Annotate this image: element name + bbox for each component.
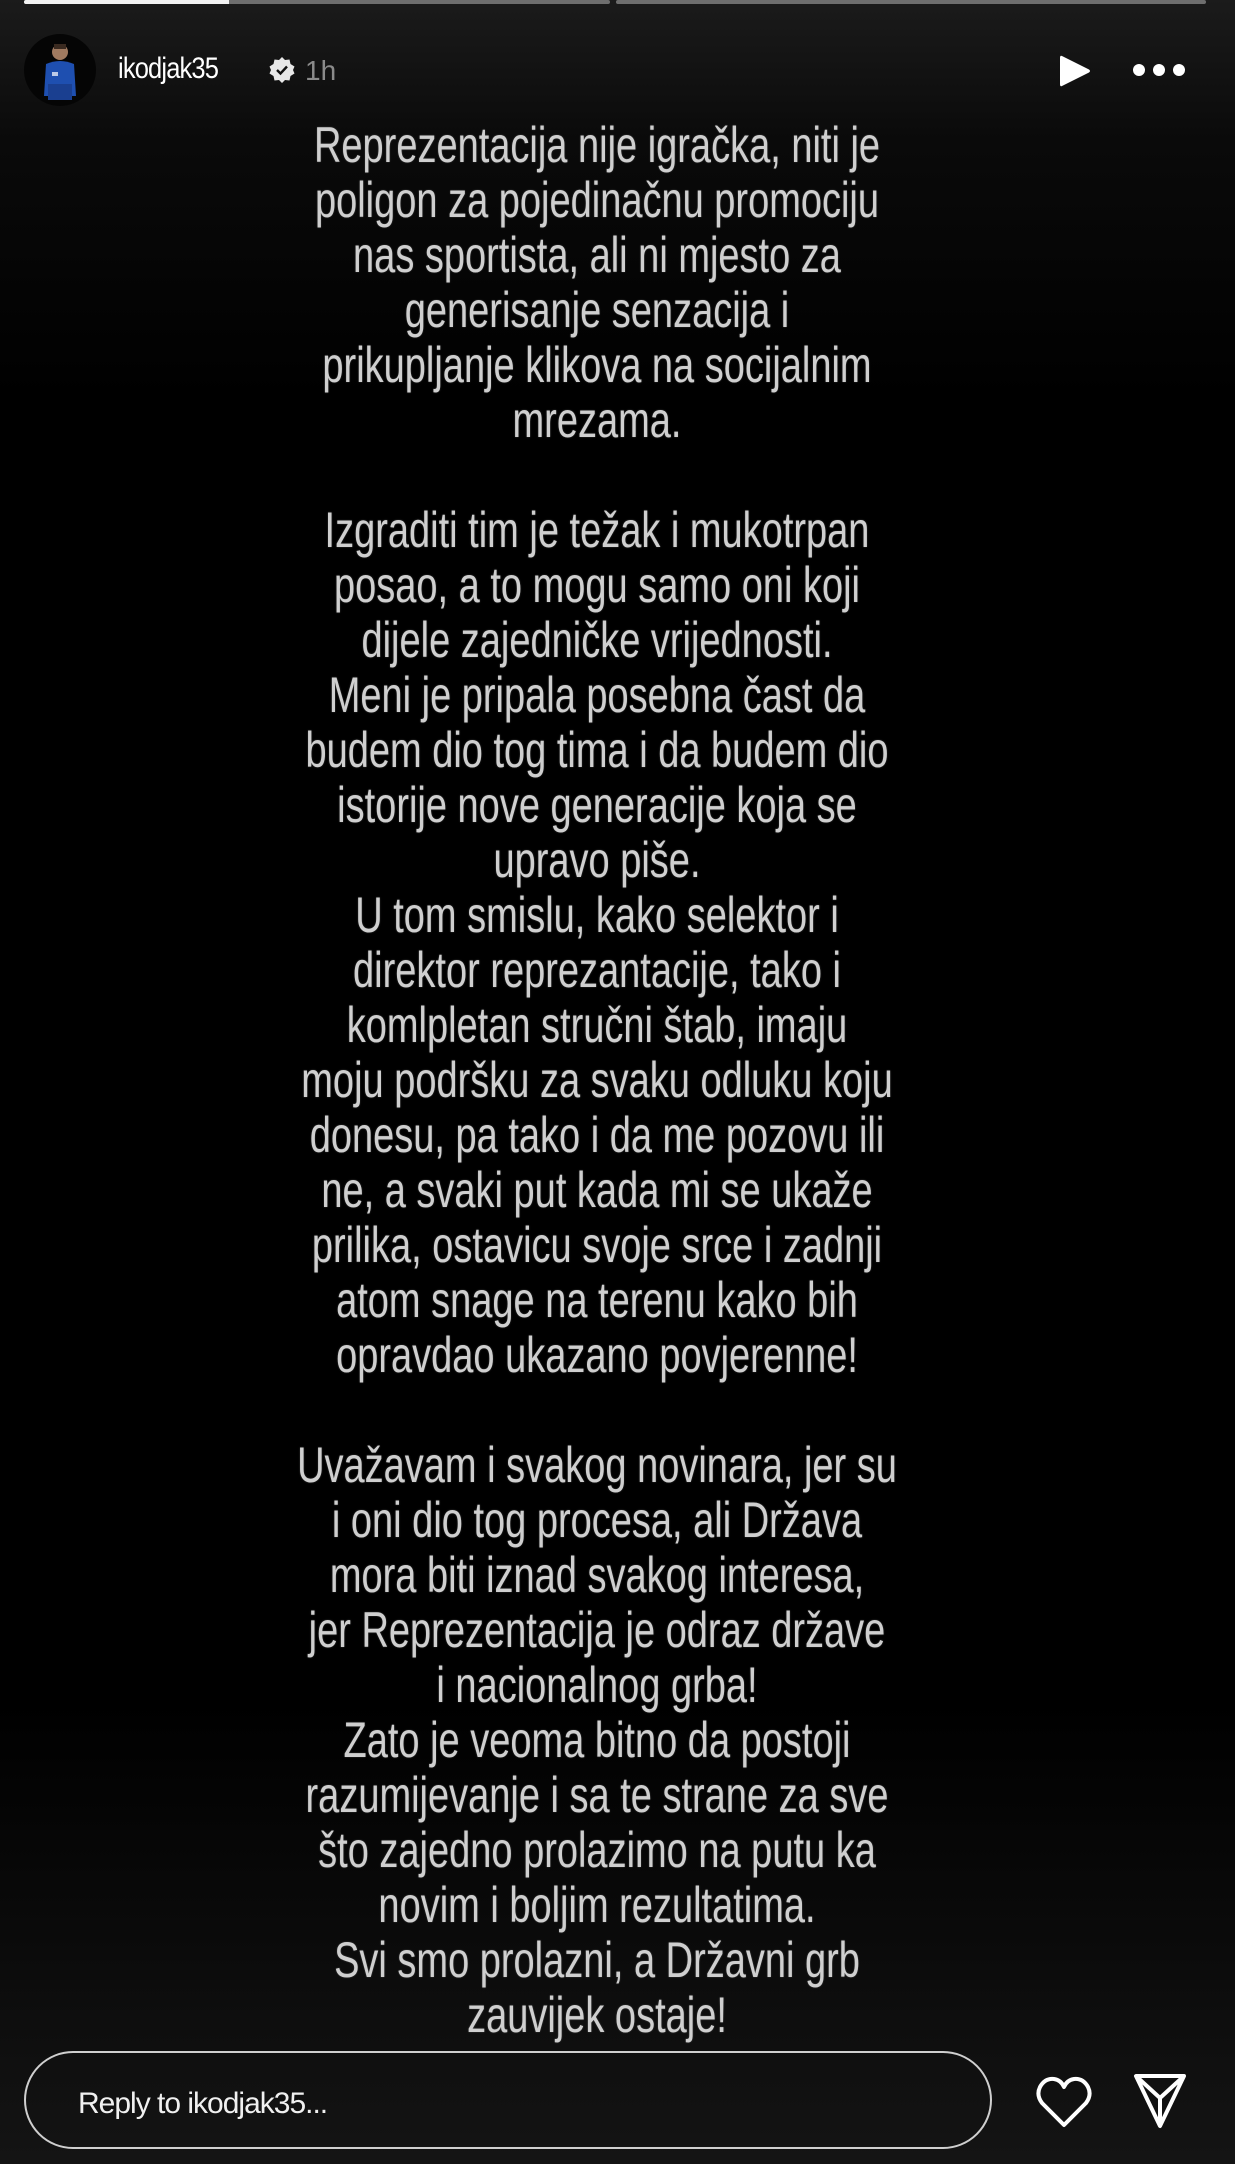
story-text-line: jer Reprezentacija je odraz države	[308, 1602, 886, 1658]
heart-icon[interactable]	[1034, 2075, 1094, 2129]
reply-field[interactable]	[24, 2051, 992, 2149]
story-text-line: opravdao ukazano povjerenne!	[336, 1327, 858, 1383]
story-text-line: direktor reprezantacije, tako i	[353, 942, 841, 998]
story-text-line: prikupljanje klikova na socijalnim	[322, 337, 872, 393]
story-timestamp: 1h	[305, 55, 337, 86]
story-text-line: Zato je veoma bitno da postoji	[343, 1712, 851, 1768]
story-text-line: generisanje senzacija i	[404, 282, 790, 338]
story-text-line: ne, a svaki put kada mi se ukaže	[321, 1162, 873, 1218]
story-text-line: atom snage na terenu kako bih	[336, 1272, 858, 1328]
more-horizontal-icon[interactable]	[1132, 60, 1186, 80]
story-text-line: i nacionalnog grba!	[436, 1657, 758, 1713]
story-text-line: Izgraditi tim je težak i mukotrpan	[324, 502, 870, 558]
story-progress-segment-1	[24, 0, 610, 4]
reply-input[interactable]	[76, 2083, 780, 2125]
story-text-line: i oni dio tog procesa, ali Država	[331, 1492, 863, 1548]
story-text-line: mora biti iznad svakog interesa,	[329, 1547, 865, 1603]
avatar-player-image	[24, 34, 96, 106]
story-text-line: istorije nove generacije koja se	[337, 777, 857, 833]
story-text-line: U tom smislu, kako selektor i	[355, 887, 839, 943]
story-text-line: što zajedno prolazimo na putu ka	[318, 1822, 876, 1878]
story-text-line: Uvažavam i svakog novinara, jer su	[297, 1437, 897, 1493]
story-text-line: Reprezentacija nije igračka, niti je	[313, 117, 881, 173]
progress-fill	[24, 0, 229, 4]
story-text-line: Meni je pripala posebna čast da	[328, 667, 866, 723]
send-icon[interactable]	[1132, 2072, 1188, 2130]
story-text-line: dijele zajedničke vrijednosti.	[361, 612, 833, 668]
story-text-line: posao, a to mogu samo oni koji	[334, 557, 860, 613]
verified-badge-icon	[268, 56, 296, 84]
story-text-line: razumijevanje i sa te strane za sve	[305, 1767, 889, 1823]
story-text-line: donesu, pa tako i da me pozovu ili	[309, 1107, 885, 1163]
story-text-line: mrezama.	[512, 392, 682, 448]
story-text-line: moju podršku za svaku odluku koju	[301, 1052, 893, 1108]
story-text-line: nas sportista, ali ni mjesto za	[353, 227, 841, 283]
story-text-blank-line	[143, 448, 1050, 503]
story-username[interactable]: ikodjak35	[118, 52, 219, 85]
story-text	[0, 118, 1194, 2043]
story-text-line: novim i boljim rezultatima.	[378, 1877, 816, 1933]
story-text-line: komlpletan stručni štab, imaju	[346, 997, 848, 1053]
story-progress-segment-2	[616, 0, 1206, 4]
story-text-line: prilika, ostavicu svoje srce i zadnji	[311, 1217, 883, 1273]
story-text-blank-line	[143, 1383, 1050, 1438]
story-text-line: budem dio tog tima i da budem dio	[305, 722, 889, 778]
story-text-line: zauvijek ostaje!	[467, 1987, 727, 2043]
avatar[interactable]	[24, 34, 96, 106]
story-text-line: poligon za pojedinačnu promociju	[314, 172, 880, 228]
story-text-line: upravo piše.	[493, 832, 701, 888]
story-text-line: Svi smo prolazni, a Državni grb	[334, 1932, 860, 1988]
play-icon[interactable]	[1058, 53, 1092, 89]
